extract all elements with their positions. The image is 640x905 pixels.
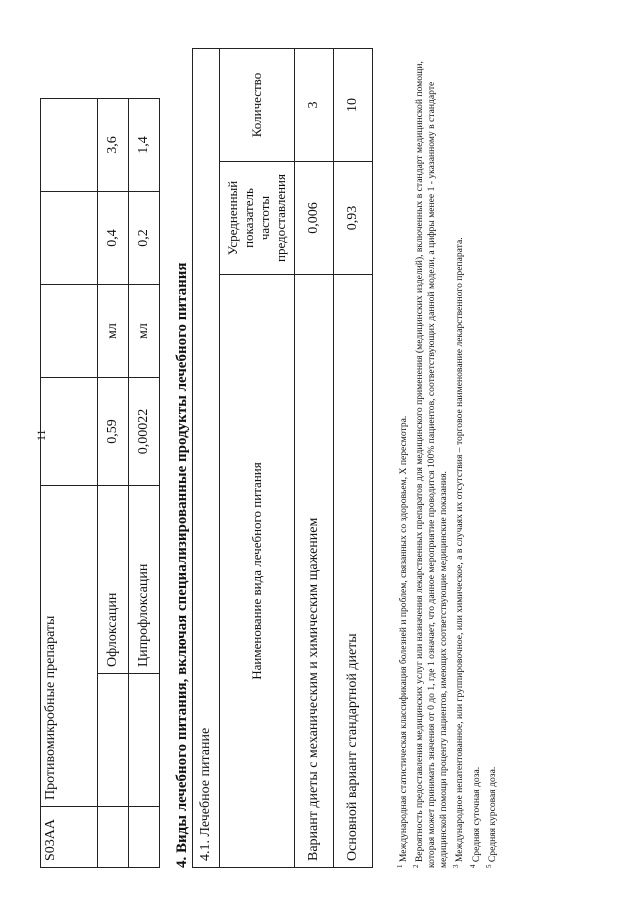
footnote-mark: 2 (412, 864, 421, 868)
footnotes (394, 58, 499, 868)
diet-quantity-cell: 10 (334, 49, 373, 162)
section-title: 4. Виды лечебного питания, включая специализированные продукты лечебного питания (174, 262, 190, 868)
rotated-page-content (40, 48, 600, 868)
table-row (334, 49, 373, 868)
footnote (410, 58, 450, 868)
atc-group-name-cell: Противомикробные препараты (41, 486, 98, 807)
footnote-text: Средняя курсовая доза. (486, 766, 498, 863)
frequency-cell: 0,00022 (129, 378, 160, 486)
page-number: 11 (34, 429, 48, 441)
table-row (129, 99, 160, 868)
empty-cell (41, 192, 98, 285)
footnote (450, 58, 466, 868)
unit-cell: мл (98, 285, 129, 378)
daily-dose-cell: 0,2 (129, 192, 160, 285)
empty-cell (98, 674, 129, 807)
header-name: Наименование вида лечебного питания (220, 275, 295, 868)
table-row (98, 99, 129, 868)
empty-cell (41, 378, 98, 486)
footnote-mark: 4 (468, 864, 477, 868)
empty-cell (129, 807, 160, 868)
empty-cell (129, 674, 160, 807)
diet-frequency-cell: 0,006 (295, 162, 334, 275)
nutrition-subtitle: 4.1. Лечебное питание (193, 49, 220, 868)
atc-code-cell: S03AA (41, 807, 98, 868)
footnote-mark: 3 (452, 864, 461, 868)
nutrition-subtitle-row (193, 49, 220, 868)
diet-name-cell: Основной вариант стандартной диеты (334, 275, 373, 868)
footnote-mark: 1 (396, 864, 404, 868)
course-dose-cell: 1,4 (129, 99, 160, 192)
course-dose-cell: 3,6 (98, 99, 129, 192)
diet-name-cell: Вариант диеты с механическим и химическим щажением (295, 275, 334, 868)
footnote-text: Вероятность предоставления медицинских услуг или назначения лекарственных препаратов для медицинского применения (медицинских изделий), включенных в стандарт медицинской помощи, которая может принимать значения от 0 до 1, где 1 означает, что данное мероприятие проводится 100% пациентов, соответствующих данной модели, а цифры менее 1 - указанному в стандарте медицинской помощи проценту пациентов, имеющих соответствующие медицинские показания. (414, 61, 450, 868)
footnote (467, 58, 483, 868)
footnote-text: Средняя суточная доза. (470, 766, 482, 863)
diet-quantity-cell: 3 (295, 49, 334, 162)
footnote (394, 58, 410, 868)
empty-cell (41, 99, 98, 192)
header-quantity: Количество (220, 49, 295, 162)
footnote-text: Международная статистическая классификация болезней и проблем, связанных со здоровьем, X пересмотра. (398, 415, 410, 863)
drug-table (40, 98, 160, 868)
unit-cell: мл (129, 285, 160, 378)
empty-cell (98, 807, 129, 868)
table-row (295, 49, 334, 868)
nutrition-table (192, 48, 373, 868)
header-frequency: Усредненный показатель частоты предоставления (220, 162, 295, 275)
drug-name-cell: Офлоксацин (98, 486, 129, 674)
frequency-cell: 0,59 (98, 378, 129, 486)
daily-dose-cell: 0,4 (98, 192, 129, 285)
footnote (483, 58, 499, 868)
footnote-mark: 5 (484, 864, 493, 868)
drug-name-cell: Ципрофлоксацин (129, 486, 160, 674)
drug-table-header-row (41, 99, 98, 868)
nutrition-header-row (220, 49, 295, 868)
empty-cell (41, 285, 98, 378)
footnote-text: Международное непатентованное, или группировочное, или химическое, а в случаях их отсутствия – торговое наименование лекарственного препарата. (454, 237, 466, 863)
diet-frequency-cell: 0,93 (334, 162, 373, 275)
